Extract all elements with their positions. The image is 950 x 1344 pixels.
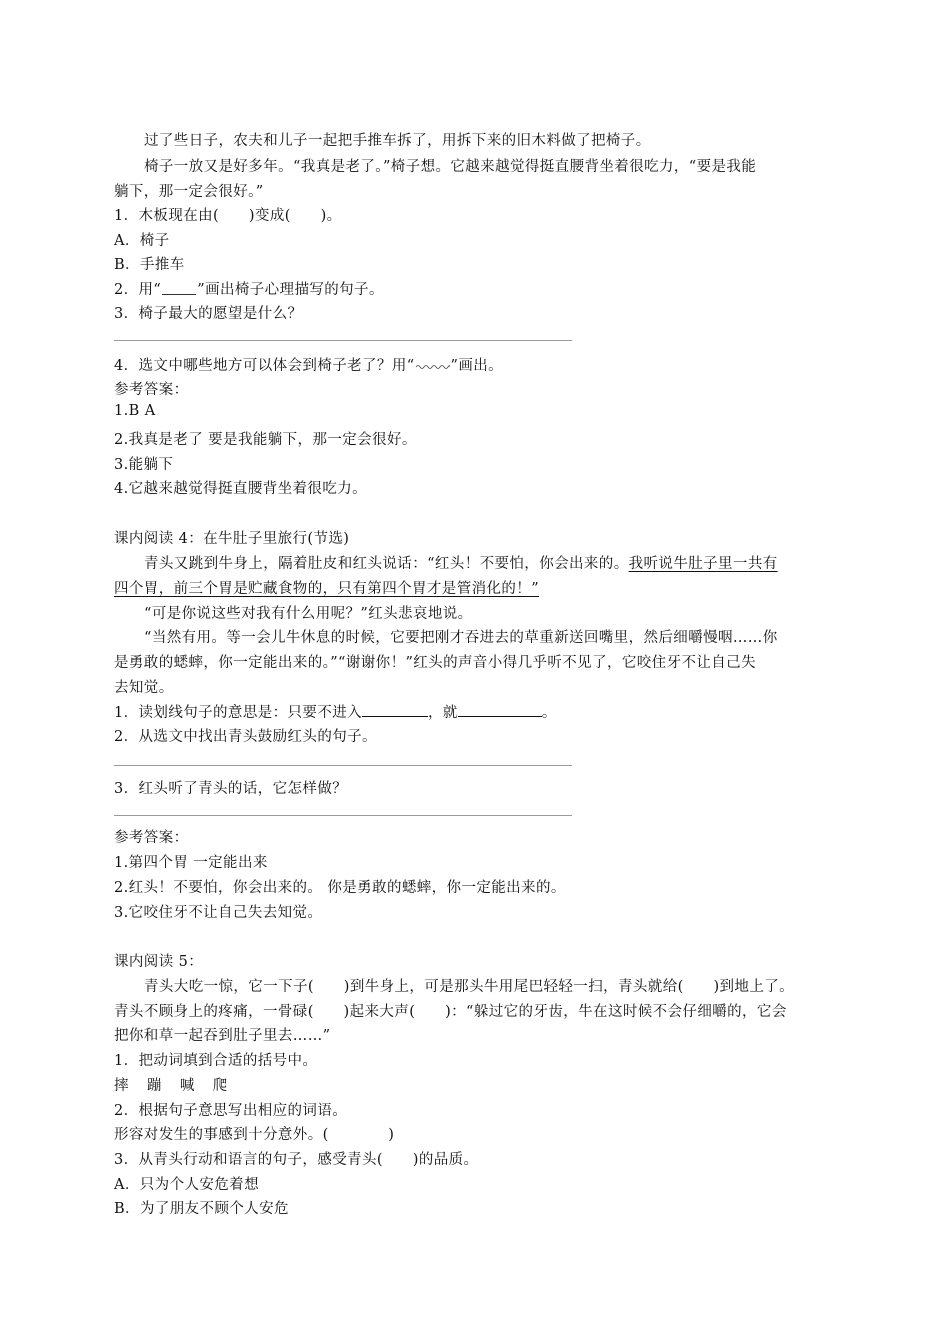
story4-paragraph-3-line-1: “当然有用。等一会儿牛休息的时候，它要把刚才吞进去的草重新送回嘴里，然后细嚼慢咽……你 — [144, 630, 778, 646]
story3-question-2-before: 2．用“ — [114, 282, 162, 298]
story5-question-2-sub: 形容对发生的事感到十分意外。( ) — [114, 1127, 395, 1143]
story3-answer-title: 参考答案： — [114, 382, 189, 398]
story3-paragraph-2-line-2: 躺下，那一定会很好。” — [114, 184, 264, 200]
story4-answer-2: 2.红头！不要怕，你会出来的。 你是勇敢的蟋蟀，你一定能出来的。 — [114, 880, 566, 896]
story5-word-bank — [114, 1074, 228, 1095]
story5-paragraph-line-3: 把你和草一起吞到肚子里去……” — [114, 1028, 331, 1044]
story3-answer-2: 2.我真是老了 要是我能躺下，那一定会很好。 — [114, 432, 417, 448]
fill-blank-1[interactable] — [362, 704, 428, 717]
story4-p1-underlined-cont: 四个胃，前三个胃是贮藏食物的，只有第四个胃才是管消化的！ — [114, 581, 532, 597]
story3-question-2-after: ”画出椅子心理描写的句子。 — [197, 282, 384, 298]
story4-p1-quote-end: ” — [531, 581, 540, 597]
wavy-underline-mark-icon — [416, 361, 450, 371]
story4-question-3: 3．红头听了青头的话，它怎样做？ — [114, 781, 348, 797]
answer-line[interactable] — [114, 340, 572, 341]
story4-q1-part-b: ，就 — [428, 705, 458, 721]
straight-underline-mark-icon — [162, 285, 196, 295]
story5-question-2: 2．根据句子意思写出相应的词语。 — [114, 1103, 348, 1119]
story4-title: 课内阅读 4：在牛肚子里旅行(节选) — [114, 531, 350, 547]
word-bank-item: 爬 — [212, 1078, 228, 1094]
word-bank-item: 蹦 — [146, 1078, 162, 1094]
story4-paragraph-1-line-2 — [114, 577, 539, 598]
story4-paragraph-1-line-1 — [144, 552, 778, 573]
story4-q1-part-c: 。 — [541, 705, 557, 721]
story5-paragraph-line-1: 青头大吃一惊，它一下子( )到牛身上，可是那头牛用尾巴轻轻一扫，青头就给( )到地上了。 — [144, 979, 795, 995]
story5-question-3-option-a: A．只为个人安危着想 — [114, 1177, 259, 1193]
story5-question-1: 1．把动词填到合适的括号中。 — [114, 1053, 318, 1069]
story4-question-1 — [114, 701, 557, 722]
story4-paragraph-2: “可是你说这些对我有什么用呢？”红头悲哀地说。 — [144, 606, 473, 622]
story4-answer-1: 1.第四个胃 一定能出来 — [114, 855, 268, 871]
story5-question-3-option-b: B．为了朋友不顾个人安危 — [114, 1201, 289, 1217]
answer-line[interactable] — [114, 765, 572, 766]
word-bank-item: 喊 — [179, 1078, 195, 1094]
story3-question-3: 3．椅子最大的愿望是什么？ — [114, 306, 303, 322]
story4-paragraph-3-line-3: 去知觉。 — [114, 680, 174, 696]
story3-question-1: 1．木板现在由( )变成( )。 — [114, 208, 342, 224]
story4-answer-title: 参考答案： — [114, 830, 189, 846]
story4-answer-3: 3.它咬住牙不让自己失去知觉。 — [114, 905, 323, 921]
story3-answer-3: 3.能躺下 — [114, 457, 174, 473]
story5-question-3: 3．从青头行动和语言的句子，感受青头( )的品质。 — [114, 1152, 479, 1168]
fill-blank-2[interactable] — [458, 704, 542, 717]
story3-paragraph-2-line-1: 椅子一放又是好多年。“我真是老了。”椅子想。它越来越觉得挺直腰背坐着很吃力，“要是我能 — [144, 159, 757, 175]
story4-question-2: 2．从选文中找出青头鼓励红头的句子。 — [114, 729, 377, 745]
answer-line[interactable] — [114, 815, 572, 816]
story3-question-4-before: 4．选文中哪些地方可以体会到椅子老了？用“ — [114, 358, 415, 374]
story3-question-2 — [114, 278, 384, 299]
word-bank-item: 摔 — [114, 1078, 129, 1094]
story3-question-1-option-a: A．椅子 — [114, 233, 170, 249]
story3-answer-1: 1.B A — [114, 403, 156, 419]
story5-title: 课内阅读 5： — [114, 954, 204, 970]
story3-question-4-after: ”画出。 — [450, 358, 504, 374]
story3-paragraph-1: 过了些日子，农夫和儿子一起把手推车拆了，用拆下来的旧木料做了把椅子。 — [144, 133, 651, 149]
story3-question-4 — [114, 354, 503, 375]
story4-q1-part-a: 1．读划线句子的意思是：只要不进入 — [114, 705, 363, 721]
story5-paragraph-line-2: 青头不顾身上的疼痛，一骨碌( )起来大声( )：“躲过它的牙齿，牛在这时候不会仔细嚼的，它会 — [114, 1004, 787, 1020]
story3-question-1-option-b: B．手推车 — [114, 257, 185, 273]
story3-answer-4: 4.它越来越觉得挺直腰背坐着很吃力。 — [114, 481, 368, 497]
story4-paragraph-3-line-2: 是勇敢的蟋蟀，你一定能出来的。”“谢谢你！”红头的声音小得几乎听不见了，它咬住牙不让自己失 — [114, 655, 756, 671]
story4-p1-plain: 青头又跳到牛身上，隔着肚皮和红头说话：“红头！不要怕，你会出来的。 — [144, 556, 629, 572]
story4-p1-underlined: 我听说牛肚子里一共有 — [628, 556, 778, 572]
